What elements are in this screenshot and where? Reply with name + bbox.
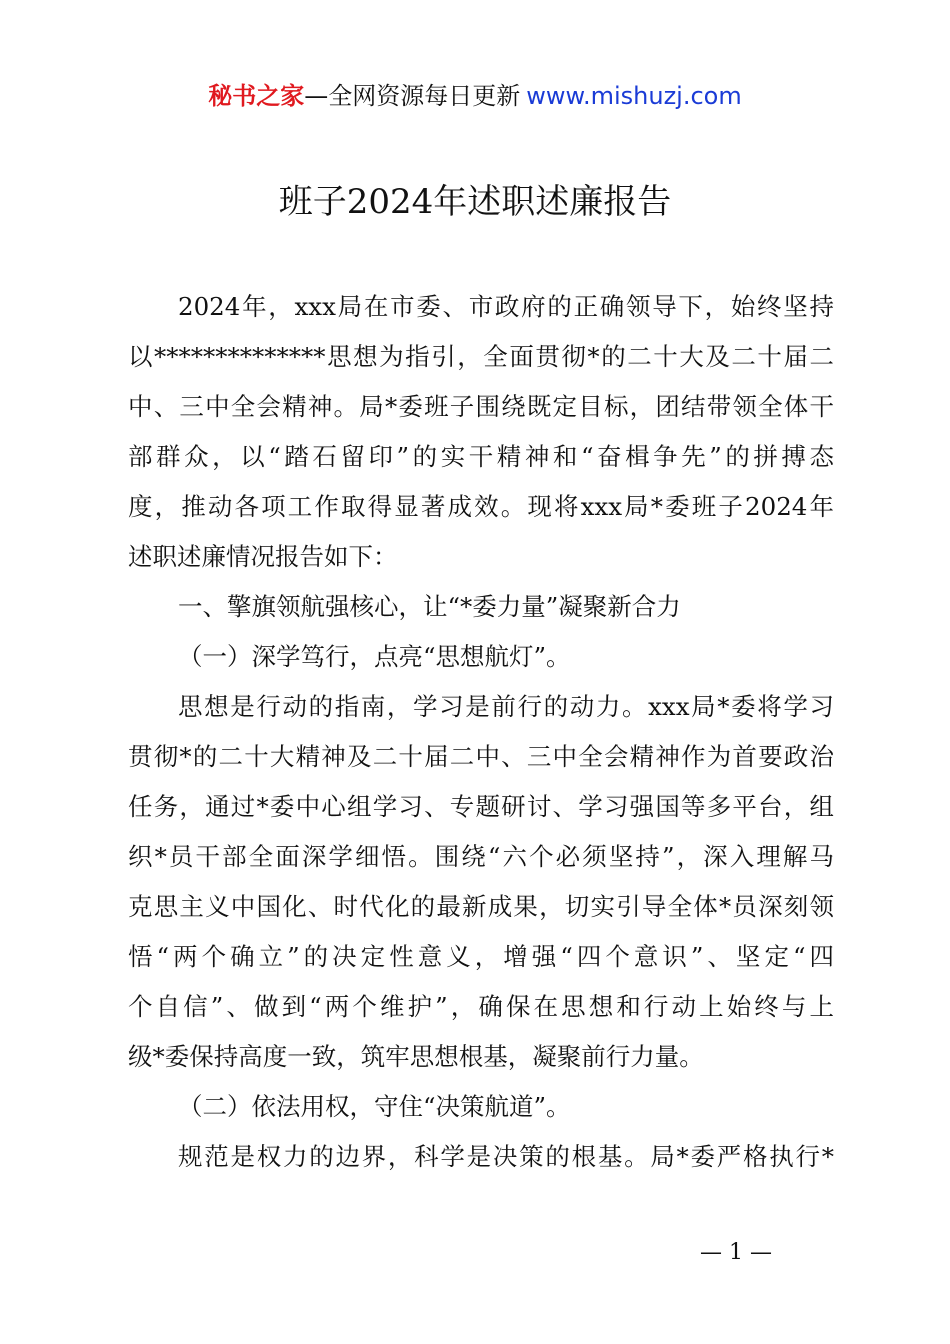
paragraph-line: 规范是权力的边界，科学是决策的根基。局*委严格执行* <box>178 1142 834 1171</box>
section-heading: 一、擎旗领航强核心，让“*委力量”凝聚新合力 <box>178 592 681 621</box>
paragraph-line: 2024年，xxx局在市委、市政府的正确领导下，始终坚持 <box>178 292 834 321</box>
paragraph-line: 个自信”、做到“两个维护”，确保在思想和行动上始终与上 <box>128 992 834 1021</box>
paragraph-line: 述职述廉情况报告如下： <box>128 542 398 571</box>
page-number: — 1 — <box>700 1240 772 1265</box>
paragraph-line: 以**************思想为指引，全面贯彻*的二十大及二十届二 <box>128 342 834 371</box>
site-header <box>0 80 950 112</box>
paragraph-line: 度，推动各项工作取得显著成效。现将xxx局*委班子2024年 <box>128 492 834 521</box>
paragraph-line: 思想是行动的指南，学习是前行的动力。xxx局*委将学习 <box>178 692 834 721</box>
brand-name: 秘书之家 <box>208 82 305 110</box>
paragraph-line: 任务，通过*委中心组学习、专题研讨、学习强国等多平台，组 <box>128 792 834 821</box>
paragraph-line: 部群众，以“踏石留印”的实干精神和“奋楫争先”的拼搏态 <box>128 442 834 471</box>
subsection-heading: （二）依法用权，守住“决策航道”。 <box>178 1092 571 1121</box>
site-url[interactable]: www.mishuzj.com <box>526 82 742 110</box>
paragraph-line: 中、三中全会精神。局*委班子围绕既定目标，团结带领全体干 <box>128 392 834 421</box>
paragraph-line: 织*员干部全面深学细悟。围绕“六个必须坚持”，深入理解马 <box>128 842 834 871</box>
subsection-heading: （一）深学笃行，点亮“思想航灯”。 <box>178 642 571 671</box>
header-slogan: —全网资源每日更新 <box>304 82 521 110</box>
paragraph-line: 级*委保持高度一致，筑牢思想根基，凝聚前行力量。 <box>128 1042 704 1071</box>
document-title: 班子2024年述职述廉报告 <box>278 182 672 222</box>
paragraph-line: 贯彻*的二十大精神及二十届二中、三中全会精神作为首要政治 <box>128 742 834 771</box>
document-body <box>128 282 834 1182</box>
paragraph-line: 悟“两个确立”的决定性意义，增强“四个意识”、坚定“四 <box>128 942 834 971</box>
paragraph-line: 克思主义中国化、时代化的最新成果，切实引导全体*员深刻领 <box>128 892 834 921</box>
